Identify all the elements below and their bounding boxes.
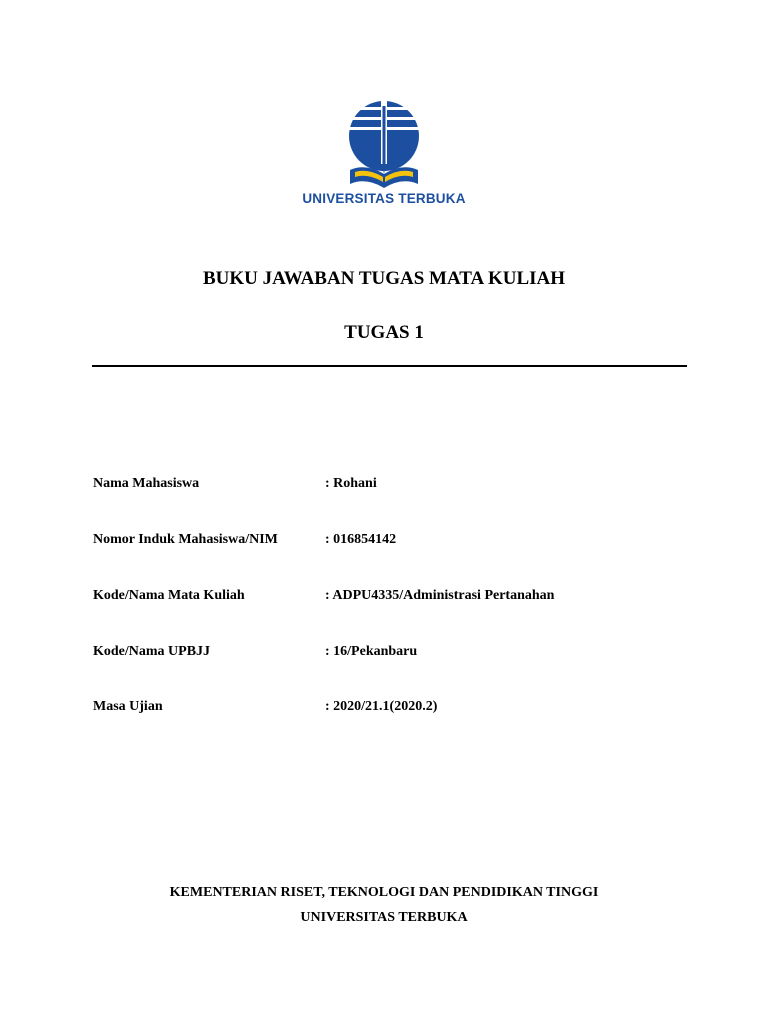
field-row-upbjj	[0, 644, 768, 664]
field-row-mata-kuliah	[0, 588, 768, 608]
horizontal-divider	[92, 365, 687, 367]
document-title: BUKU JAWABAN TUGAS MATA KULIAH	[202, 268, 566, 289]
field-value: : 016854142	[325, 532, 397, 547]
logo-text: UNIVERSITAS TERBUKA	[302, 191, 466, 206]
universitas-terbuka-logo	[346, 92, 422, 196]
field-value: : Rohani	[325, 476, 377, 491]
footer-university: UNIVERSITAS TERBUKA	[300, 910, 468, 925]
footer-ministry: KEMENTERIAN RISET, TEKNOLOGI DAN PENDIDIKAN TINGGI	[169, 885, 599, 900]
document-subtitle: TUGAS 1	[344, 322, 424, 343]
field-row-masa-ujian	[0, 699, 768, 719]
field-label: Kode/Nama Mata Kuliah	[93, 588, 245, 603]
field-label: Nama Mahasiswa	[93, 476, 200, 491]
field-row-nama	[0, 476, 768, 496]
field-row-nim	[0, 532, 768, 552]
field-label: Nomor Induk Mahasiswa/NIM	[93, 532, 278, 547]
field-value: : ADPU4335/Administrasi Pertanahan	[325, 588, 555, 603]
field-value: : 2020/21.1(2020.2)	[325, 699, 438, 714]
field-value: : 16/Pekanbaru	[325, 644, 418, 659]
field-label: Kode/Nama UPBJJ	[93, 644, 211, 659]
field-label: Masa Ujian	[93, 699, 163, 714]
